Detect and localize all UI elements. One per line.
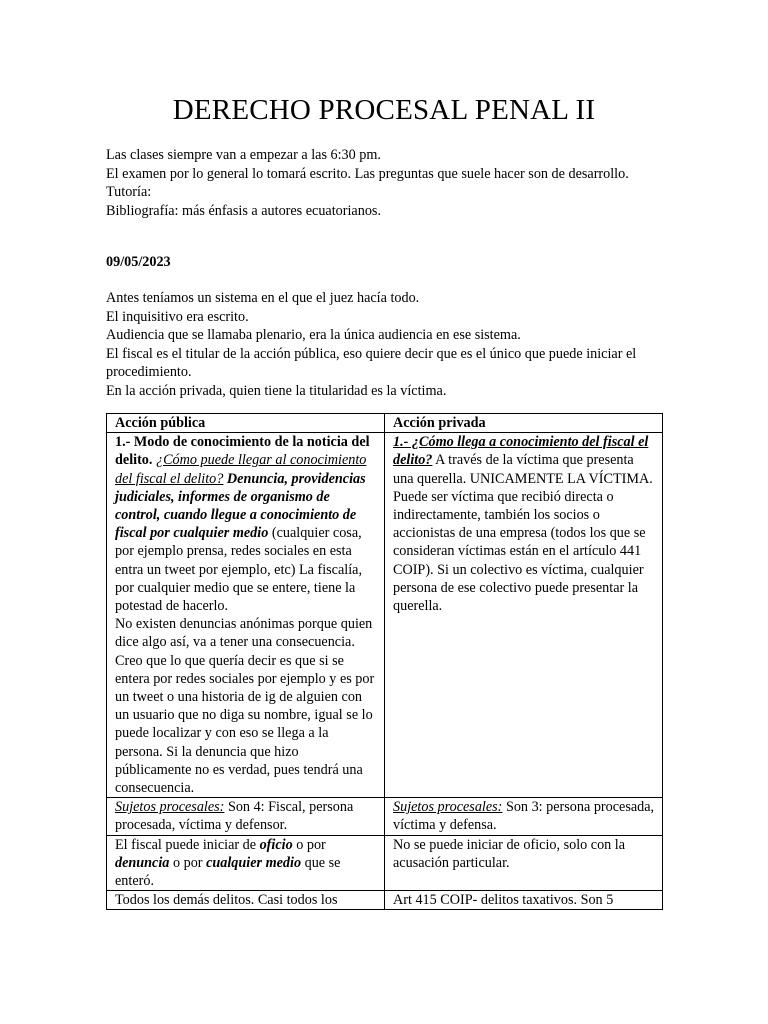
- cell-public-initiation: [107, 835, 385, 891]
- table-row: [107, 798, 663, 835]
- page-title: DERECHO PROCESAL PENAL II: [172, 94, 596, 126]
- cell-public-subjects: [107, 798, 385, 835]
- intro-line: Tutoría:: [106, 184, 152, 200]
- cell-public-knowledge: [107, 433, 385, 798]
- note-line: En la acción privada, quien tiene la titularidad es la víctima.: [106, 382, 447, 399]
- cell-private-subjects: [385, 798, 663, 835]
- table-row: [107, 891, 663, 910]
- table-header-row: [107, 414, 663, 433]
- cell-emphasis: cualquier medio: [206, 854, 302, 871]
- cell-question: ¿Cómo puede llegar al conocimiento del fiscal el delito?: [115, 452, 367, 487]
- cell-label: Sujetos procesales:: [393, 799, 503, 816]
- cell-text: No se puede iniciar de oficio, solo con la acusación particular.: [393, 836, 626, 871]
- table-row: [107, 433, 663, 798]
- header-public-action: Acción pública: [107, 414, 385, 433]
- cell-emphasis: Denuncia, providencias judiciales, informes de organismo de control, cuando llegue a conocimiento de fiscal por cualquier medio: [115, 470, 366, 542]
- cell-text: (cualquier cosa, por ejemplo prensa, redes sociales en esta entra un tweet por ejemplo, etc) La fiscalía, por cualquier medio que se entere, tiene la potestad de hacerlo.: [115, 525, 362, 615]
- cell-private-knowledge: [385, 433, 663, 798]
- notes-section: [106, 289, 662, 400]
- cell-heading: 1.- ¿Cómo llega a conocimiento del fiscal el delito?: [393, 434, 649, 469]
- cell-text: No existen denuncias anónimas porque quien dice algo así, va a tener una consecuencia. Creo que lo que quería decir es que si se entera por redes sociales por ejemplo y es por un tweet o una historia de ig de alguien con un usuario que no diga su nombre, igual se lo puede localizar y con eso se llega a la persona. Si la denuncia que hizo públicamente no es verdad, pues tendrá una consecuencia.: [115, 616, 375, 797]
- cell-public-crimes: Todos los demás delitos. Casi todos los: [107, 891, 385, 910]
- note-line: El inquisitivo era escrito.: [106, 308, 249, 325]
- note-line: Antes teníamos un sistema en el que el juez hacía todo.: [106, 290, 420, 306]
- comparison-table: [106, 413, 663, 910]
- note-line: Audiencia que se llamaba plenario, era la única audiencia en ese sistema.: [106, 327, 521, 343]
- cell-text: que se enteró.: [115, 854, 341, 890]
- intro-line: El examen por lo general lo tomará escrito. Las preguntas que suele hacer son de desarrollo.: [106, 165, 629, 182]
- table-row: [107, 835, 663, 891]
- session-date: 09/05/2023: [106, 254, 171, 270]
- cell-private-initiation: [385, 835, 663, 891]
- cell-heading: 1.- Modo de conocimiento de la noticia del delito.: [115, 434, 370, 469]
- cell-text: o por: [296, 836, 326, 853]
- cell-text: A través de la víctima que presenta una querella. UNICAMENTE LA VÍCTIMA. Puede ser víctima que recibió directa o indirectamente, también los socios o accionistas de una empresa (todos los que se consideran víctimas están en el artículo 441 COIP). Si un colectivo es víctima, cualquier persona de ese colectivo puede presentar la querella.: [393, 452, 653, 615]
- cell-text: El fiscal puede iniciar de: [115, 836, 257, 853]
- intro-section: [106, 146, 662, 220]
- cell-text: o por: [172, 854, 203, 871]
- header-private-action: Acción privada: [385, 414, 663, 433]
- cell-label: Sujetos procesales:: [115, 799, 225, 816]
- cell-emphasis: oficio: [259, 836, 293, 853]
- cell-text: Son 3: persona procesada, víctima y defensa.: [393, 799, 655, 834]
- note-line: El fiscal es el titular de la acción pública, eso quiere decir que es el único que puede iniciar el procedimiento.: [106, 345, 637, 380]
- cell-private-crimes: Art 415 COIP- delitos taxativos. Son 5: [385, 891, 663, 910]
- cell-emphasis: denuncia: [115, 854, 170, 871]
- cell-text: Son 4: Fiscal, persona procesada, víctima y defensor.: [115, 799, 354, 834]
- intro-line: Las clases siempre van a empezar a las 6:30 pm.: [106, 147, 381, 163]
- intro-line: Bibliografía: más énfasis a autores ecuatorianos.: [106, 202, 381, 219]
